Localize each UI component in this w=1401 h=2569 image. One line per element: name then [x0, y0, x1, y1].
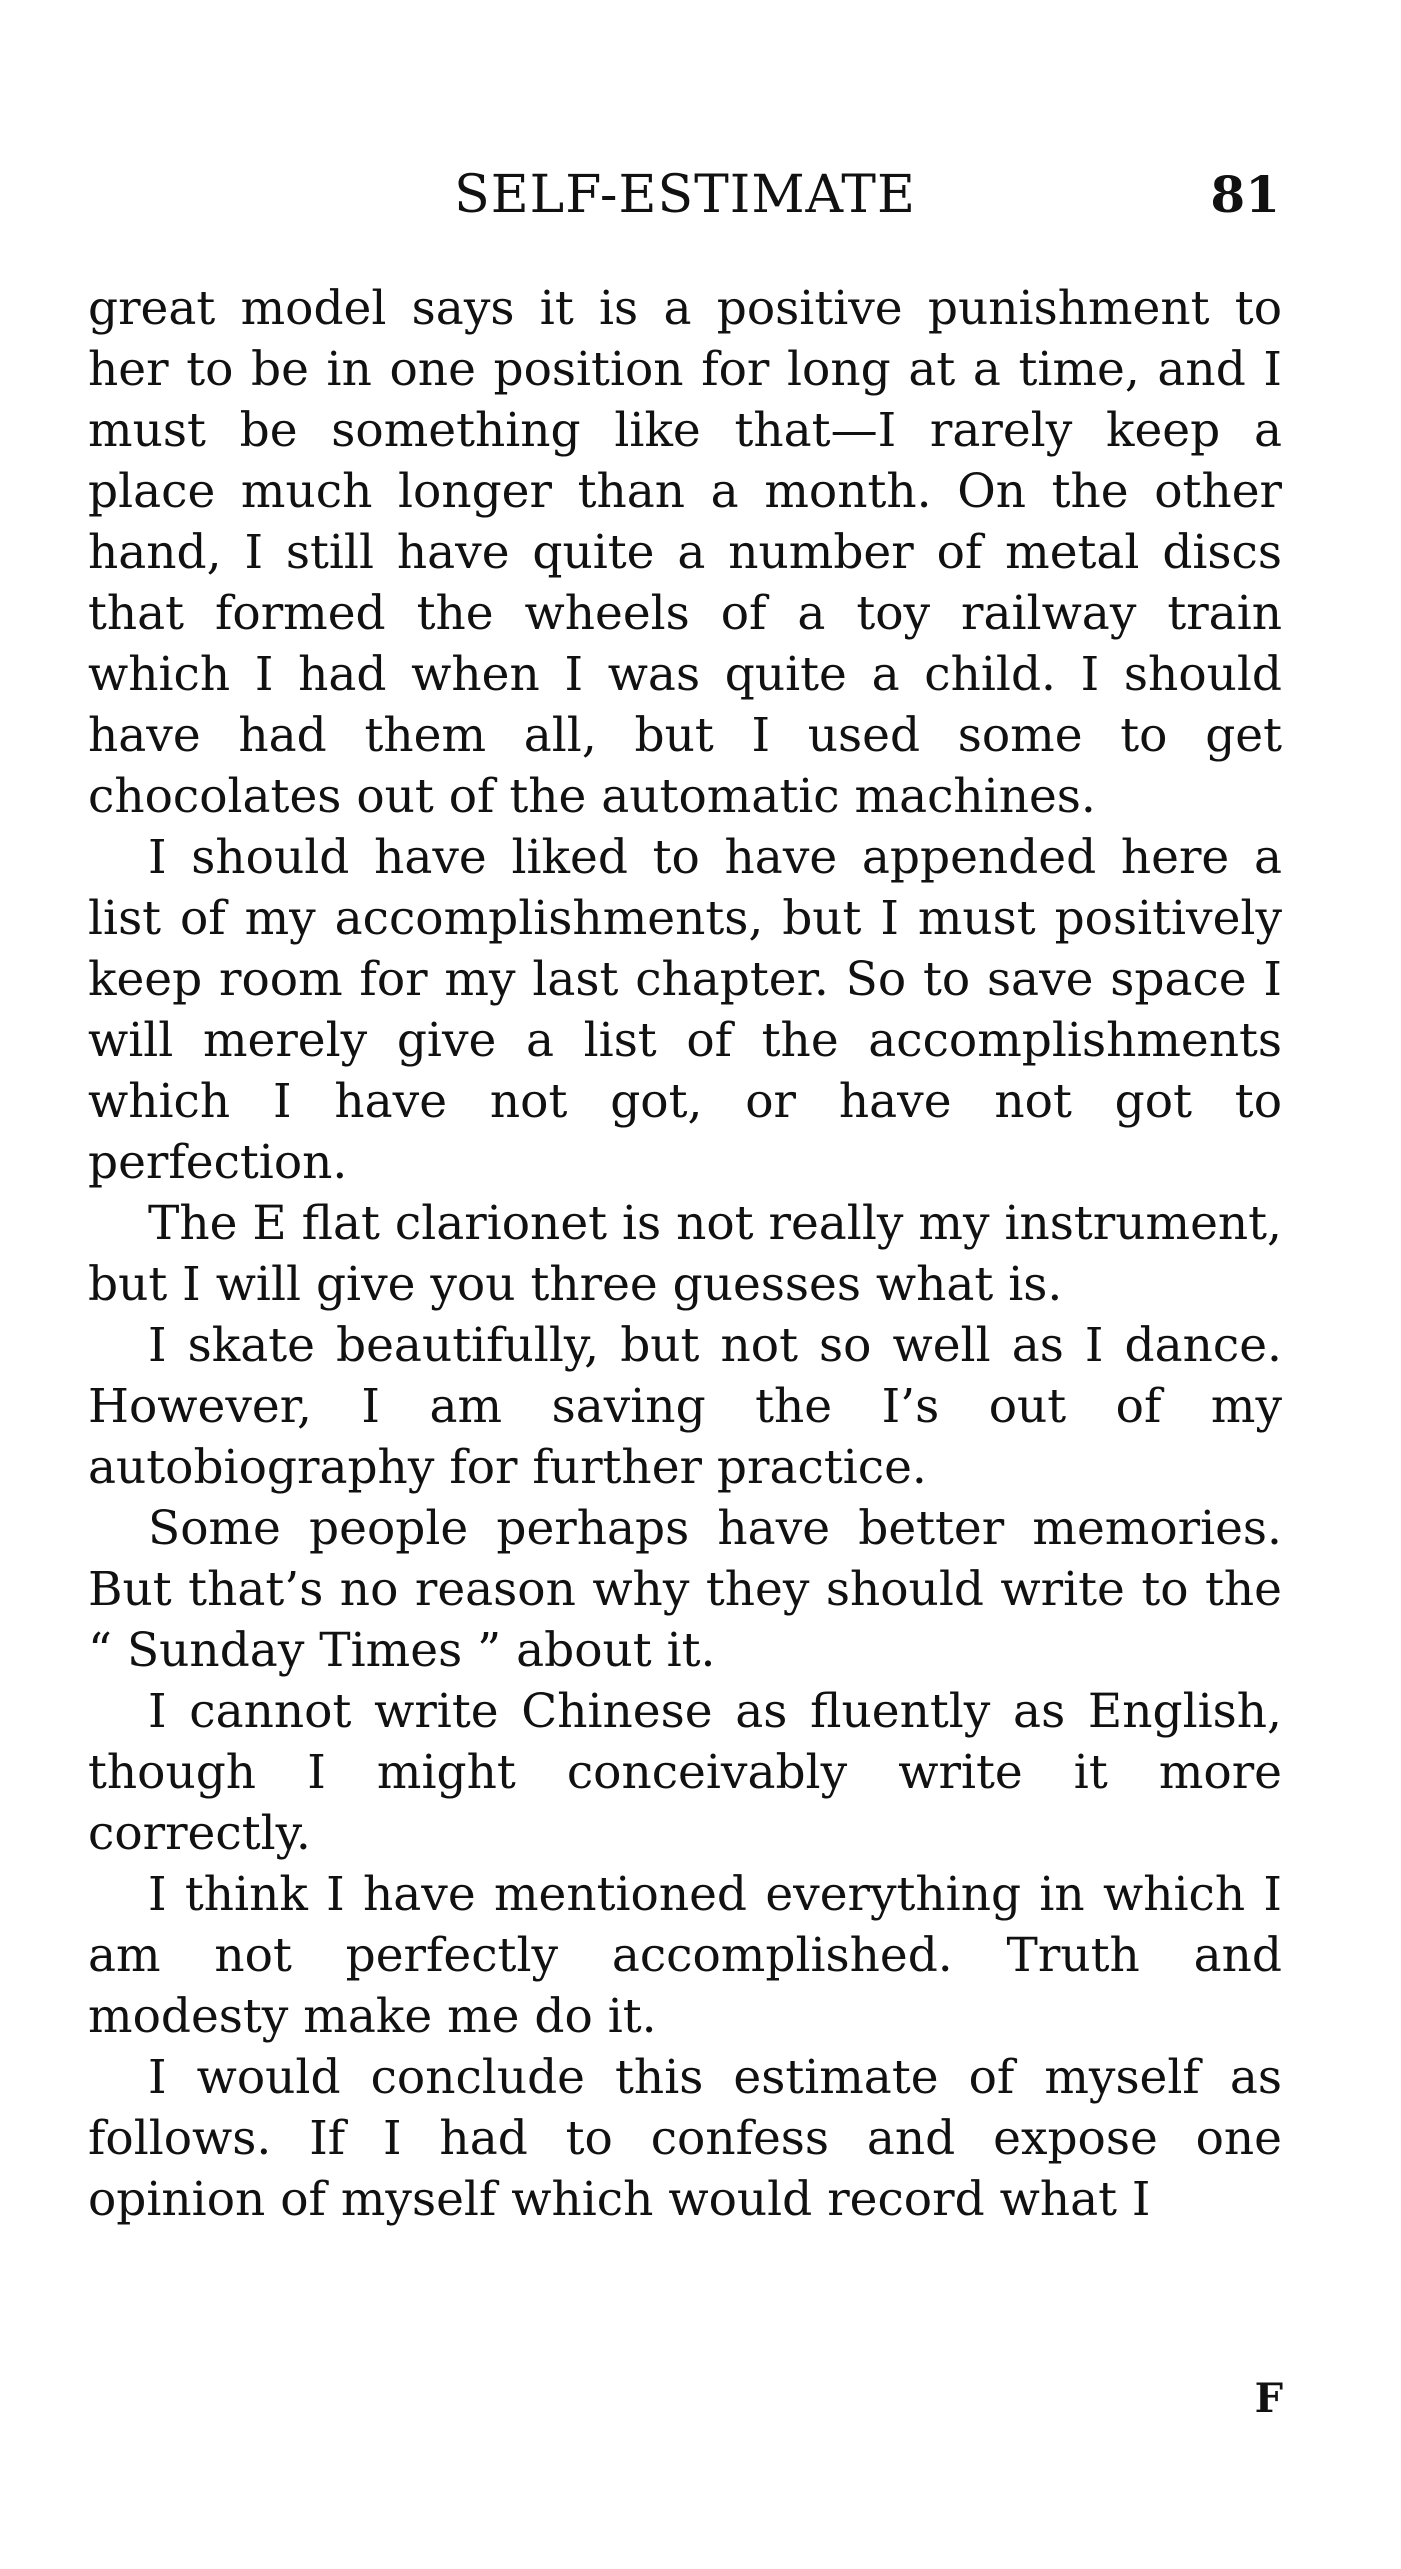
body-text [88, 278, 1282, 2230]
paragraph: great model says it is a positive punishment to her to be in one position for long at a time, and I must be something like that—I rarely keep a place much longer than a month. On the other hand, I still have quite a number of metal discs that formed the wheels of a toy railway train which I had when I was quite a child. I should have had them all, but I used some to get chocolates out of the automatic machines. [88, 281, 1282, 824]
running-head [90, 160, 1280, 230]
page-number: 81 [1210, 165, 1280, 224]
paragraph: I would conclude this estimate of myself as follows. If I had to confess and expose one opinion of myself which would record what I [88, 2050, 1282, 2227]
chapter-title: SELF-ESTIMATE [454, 165, 916, 225]
paragraph: I should have liked to have appended here a list of my accomplishments, but I must positively keep room for my last chapter. So to save space I will merely give a list of the accomplishments which I have not got, or have not got to perfection. [88, 830, 1282, 1190]
paragraph: The E flat clarionet is not really my instrument, but I will give you three guesses what is. [88, 1196, 1282, 1312]
paragraph: I cannot write Chinese as fluently as English, though I might conceivably write it more correctly. [88, 1684, 1282, 1861]
paragraph: I think I have mentioned everything in which I am not perfectly accomplished. Truth and modesty make me do it. [88, 1867, 1282, 2044]
paragraph: Some people perhaps have better memories. But that’s no reason why they should write to the “ Sunday Times ” about it. [88, 1501, 1282, 1678]
signature-mark: F [1254, 2375, 1283, 2422]
paragraph: I skate beautifully, but not so well as I dance. However, I am saving the I’s out of my autobiography for further practice. [88, 1318, 1282, 1495]
